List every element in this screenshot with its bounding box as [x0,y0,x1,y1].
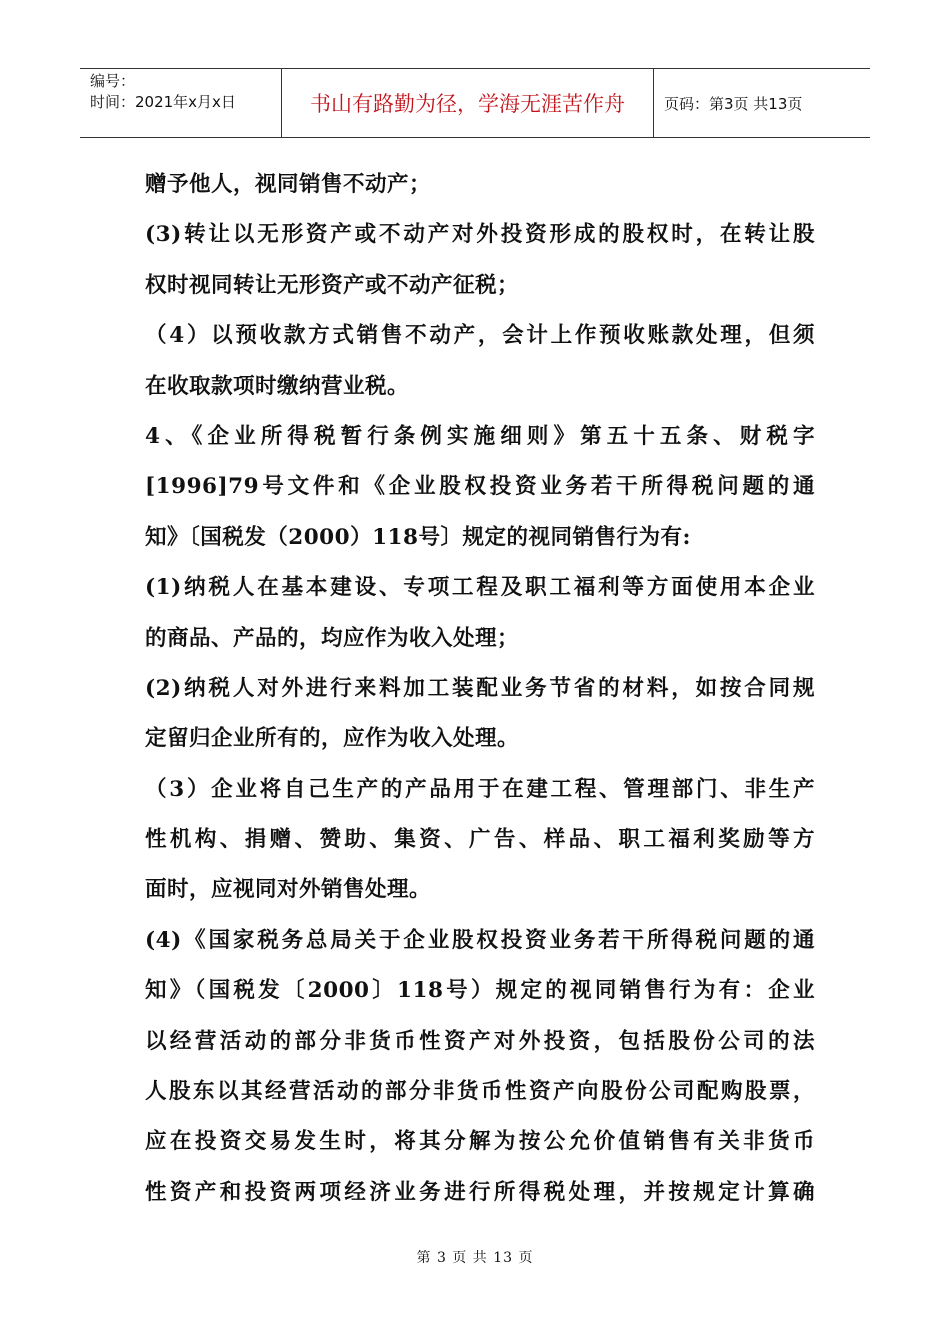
page-header [80,68,870,138]
body-line: 性资产和投资两项经济业务进行所得税处理，并按规定计算确 [145,1179,815,1205]
body-line: 以经营活动的部分非货币性资产对外投资，包括股份公司的法 [145,1028,815,1054]
body-line: （4）以预收款方式销售不动产，会计上作预收账款处理，但须 [145,323,815,349]
body-line: 知》〔国税发（2000）118号〕规定的视同销售行为有: [145,524,691,550]
header-page-info: 页码：第3页 共13页 [664,94,803,113]
body-line: 面时，应视同对外销售处理。 [145,877,432,903]
header-meta [80,69,282,137]
document-body [145,160,815,1218]
document-date: 时间：2021年x月x日 [90,93,236,111]
body-line: 权时视同转让无形资产或不动产征税； [145,272,520,298]
body-line: 赠予他人，视同销售不动产； [145,172,432,197]
body-line: 的商品、产品的，均应作为收入处理； [145,625,520,651]
body-line: (3)转让以无形资产或不动产对外投资形成的股权时，在转让股 [145,222,815,248]
body-line: [1996]79号文件和《企业股权投资业务若干所得税问题的通 [145,474,815,500]
document-number-label: 编号： [90,72,136,90]
page-footer: 第 3 页 共 13 页 [416,1250,534,1266]
header-motto: 书山有路勤为径，学海无涯苦作舟 [282,69,654,137]
body-line: 性机构、捐赠、赞助、集资、广告、样品、职工福利奖励等方 [145,827,815,853]
body-line: (4)《国家税务总局关于企业股权投资业务若干所得税问题的通 [145,927,815,953]
body-line: 人股东以其经营活动的部分非货币性资产向股份公司配购股票， [145,1079,815,1105]
body-line: 知》（国税发〔2000〕118号）规定的视同销售行为有：企业 [145,978,815,1004]
body-line: 应在投资交易发生时，将其分解为按公允价值销售有关非货币 [145,1129,815,1155]
body-line: 4、《企业所得税暂行条例实施细则》第五十五条、财税字 [145,423,815,449]
body-line: 在收取款项时缴纳营业税。 [145,373,410,399]
body-line: (2)纳税人对外进行来料加工装配业务节省的材料，如按合同规 [145,675,815,701]
body-line: 定留归企业所有的，应作为收入处理。 [145,726,520,752]
body-line: (1)纳税人在基本建设、专项工程及职工福利等方面使用本企业 [145,575,815,601]
body-line: （3）企业将自己生产的产品用于在建工程、管理部门、非生产 [145,776,815,802]
